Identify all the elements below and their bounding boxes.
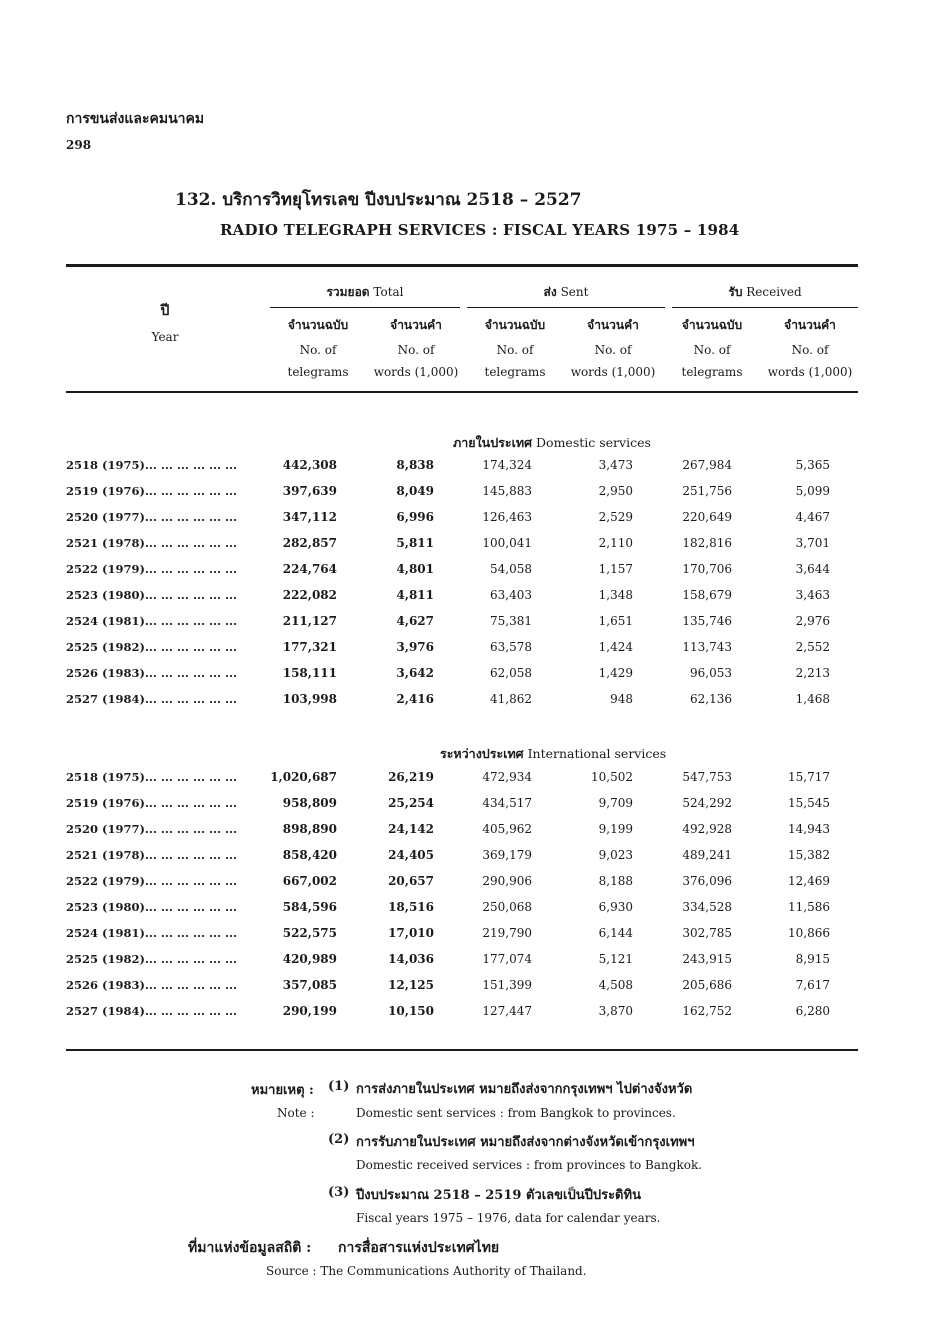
table-cell: 127,447: [482, 1004, 532, 1018]
table-cell: 1,468: [795, 692, 830, 706]
table-cell: 15,545: [788, 796, 830, 810]
table-cell: 135,746: [682, 614, 732, 628]
row-year-label: 2525 (1982)... ... ... ... ... ...: [66, 640, 237, 654]
table-cell: 3,870: [598, 1004, 633, 1018]
table-cell: 2,416: [396, 692, 434, 706]
group-received-english: Received: [746, 285, 802, 299]
table-cell: 898,890: [282, 822, 337, 836]
note-2-thai: การรับภายในประเทศ หมายถึงส่งจากต่างจังหวัดเข้ากรุงเทพฯ: [356, 1135, 695, 1150]
group-sent-thai: ส่ง: [543, 285, 557, 299]
row-year-label: 2518 (1975)... ... ... ... ... ...: [66, 770, 237, 784]
table-cell: 1,020,687: [270, 770, 337, 784]
table-cell: 250,068: [482, 900, 532, 914]
table-cell: 6,996: [396, 510, 434, 524]
note-1-english: Domestic sent services : from Bangkok to provinces.: [356, 1106, 676, 1120]
table-cell: 62,058: [490, 666, 532, 680]
subheader-english-1: No. of: [496, 343, 534, 357]
table-cell: 96,053: [690, 666, 732, 680]
row-year-label: 2523 (1980)... ... ... ... ... ...: [66, 588, 237, 602]
table-cell: 1,424: [598, 640, 633, 654]
table-cell: 6,144: [598, 926, 633, 940]
table-cell: 334,528: [682, 900, 732, 914]
table-cell: 9,709: [598, 796, 633, 810]
section-title-domestic: [453, 433, 651, 453]
section-title-thai: ภายในประเทศ: [453, 435, 533, 450]
year-header-thai: ปี: [160, 303, 170, 319]
table-cell: 667,002: [282, 874, 337, 888]
subheader-thai: จำนวนคำ: [390, 318, 442, 332]
group-rule-total: [270, 307, 460, 308]
table-cell: 6,930: [598, 900, 633, 914]
row-year-label: 2522 (1979)... ... ... ... ... ...: [66, 562, 237, 576]
table-cell: 397,639: [282, 484, 337, 498]
subheader-english-2: telegrams: [484, 365, 546, 379]
table-cell: 174,324: [482, 458, 532, 472]
table-cell: 3,976: [396, 640, 434, 654]
table-cell: 24,142: [388, 822, 434, 836]
table-cell: 18,516: [388, 900, 434, 914]
group-header-sent: [467, 283, 665, 302]
table-cell: 100,041: [482, 536, 532, 550]
table-cell: 2,950: [598, 484, 633, 498]
table-title-thai: 132. บริการวิทยุโทรเลข ปีงบประมาณ 2518 – 2527: [175, 190, 582, 210]
table-cell: 224,764: [282, 562, 337, 576]
table-cell: 584,596: [282, 900, 337, 914]
note-2-english: Domestic received services : from provinces to Bangkok.: [356, 1158, 703, 1172]
group-sent-english: Sent: [560, 285, 589, 299]
table-cell: 11,586: [788, 900, 830, 914]
year-header-english: Year: [151, 330, 179, 344]
table-cell: 5,121: [598, 952, 633, 966]
table-cell: 219,790: [482, 926, 532, 940]
table-cell: 251,756: [682, 484, 732, 498]
table-cell: 14,943: [788, 822, 830, 836]
table-cell: 376,096: [682, 874, 732, 888]
table-cell: 7,617: [795, 978, 830, 992]
subheader-english-1: No. of: [791, 343, 829, 357]
table-cell: 1,651: [598, 614, 633, 628]
table-cell: 3,463: [795, 588, 830, 602]
table-cell: 145,883: [482, 484, 532, 498]
table-cell: 151,399: [482, 978, 532, 992]
row-year-label: 2526 (1983)... ... ... ... ... ...: [66, 666, 237, 680]
table-cell: 8,915: [795, 952, 830, 966]
table-cell: 63,578: [490, 640, 532, 654]
table-cell: 524,292: [682, 796, 732, 810]
table-cell: 290,906: [482, 874, 532, 888]
table-bottom-rule: [66, 1049, 858, 1051]
table-cell: 282,857: [282, 536, 337, 550]
subheader-english-1: No. of: [594, 343, 632, 357]
table-cell: 205,686: [682, 978, 732, 992]
subheader-english-2: words (1,000): [570, 365, 656, 379]
table-cell: 63,403: [490, 588, 532, 602]
table-cell: 858,420: [282, 848, 337, 862]
group-rule-received: [672, 307, 858, 308]
source-english: Source : The Communications Authority of Thailand.: [266, 1264, 587, 1278]
subheader-received-words: [760, 316, 860, 379]
table-cell: 434,517: [482, 796, 532, 810]
row-year-label: 2519 (1976)... ... ... ... ... ...: [66, 796, 237, 810]
table-cell: 267,984: [682, 458, 732, 472]
header-bottom-rule: [66, 391, 858, 393]
table-cell: 211,127: [282, 614, 337, 628]
table-cell: 54,058: [490, 562, 532, 576]
table-cell: 5,365: [795, 458, 830, 472]
table-cell: 9,023: [598, 848, 633, 862]
table-cell: 20,657: [388, 874, 434, 888]
row-year-label: 2521 (1978)... ... ... ... ... ...: [66, 536, 237, 550]
table-cell: 220,649: [682, 510, 732, 524]
table-cell: 4,467: [795, 510, 830, 524]
row-year-label: 2521 (1978)... ... ... ... ... ...: [66, 848, 237, 862]
source-label-thai: ที่มาแห่งข้อมูลสถิติ :: [188, 1240, 312, 1256]
note-2-number: (2): [328, 1132, 350, 1147]
table-cell: 103,998: [282, 692, 337, 706]
table-cell: 357,085: [282, 978, 337, 992]
table-cell: 8,838: [396, 458, 434, 472]
table-cell: 126,463: [482, 510, 532, 524]
table-cell: 2,552: [795, 640, 830, 654]
table-cell: 9,199: [598, 822, 633, 836]
table-cell: 177,321: [282, 640, 337, 654]
section-title-international: [440, 744, 666, 764]
table-cell: 17,010: [388, 926, 434, 940]
group-received-thai: รับ: [728, 285, 743, 299]
subheader-english-1: No. of: [693, 343, 731, 357]
subheader-english-2: telegrams: [287, 365, 349, 379]
table-cell: 222,082: [282, 588, 337, 602]
table-cell: 26,219: [388, 770, 434, 784]
note-label-thai: หมายเหตุ :: [251, 1083, 314, 1098]
subheader-thai: จำนวนฉบับ: [287, 318, 349, 332]
table-cell: 15,717: [788, 770, 830, 784]
subheader-english-1: No. of: [397, 343, 435, 357]
row-year-label: 2524 (1981)... ... ... ... ... ...: [66, 926, 237, 940]
table-cell: 162,752: [682, 1004, 732, 1018]
subheader-total-telegrams: [268, 316, 368, 379]
table-cell: 10,150: [388, 1004, 434, 1018]
subheader-thai: จำนวนคำ: [587, 318, 639, 332]
table-cell: 158,679: [682, 588, 732, 602]
note-1-thai: การส่งภายในประเทศ หมายถึงส่งจากกรุงเทพฯ ไปต่างจังหวัด: [356, 1082, 693, 1097]
table-top-rule: [66, 264, 858, 267]
row-year-label: 2524 (1981)... ... ... ... ... ...: [66, 614, 237, 628]
note-label-english: Note :: [277, 1106, 315, 1120]
table-cell: 170,706: [682, 562, 732, 576]
table-cell: 442,308: [282, 458, 337, 472]
table-cell: 75,381: [490, 614, 532, 628]
running-title: การขนส่งและคมนาคม: [66, 111, 205, 127]
table-cell: 10,502: [591, 770, 633, 784]
table-cell: 405,962: [482, 822, 532, 836]
table-cell: 25,254: [388, 796, 434, 810]
table-cell: 8,188: [598, 874, 633, 888]
subheader-thai: จำนวนฉบับ: [681, 318, 743, 332]
section-title-english: International services: [527, 746, 667, 761]
group-rule-sent: [467, 307, 665, 308]
table-cell: 158,111: [282, 666, 337, 680]
table-cell: 4,627: [396, 614, 434, 628]
table-cell: 6,280: [795, 1004, 830, 1018]
row-year-label: 2519 (1976)... ... ... ... ... ...: [66, 484, 237, 498]
subheader-thai: จำนวนฉบับ: [484, 318, 546, 332]
group-total-thai: รวมยอด: [326, 285, 370, 299]
table-cell: 3,701: [795, 536, 830, 550]
note-3-thai: ปีงบประมาณ 2518 – 2519 ตัวเลขเป็นปีประดิทิน: [356, 1188, 641, 1203]
section-title-english: Domestic services: [536, 435, 651, 450]
subheader-english-2: words (1,000): [767, 365, 853, 379]
table-cell: 2,213: [795, 666, 830, 680]
table-cell: 24,405: [388, 848, 434, 862]
subheader-english-2: telegrams: [681, 365, 743, 379]
table-cell: 14,036: [388, 952, 434, 966]
table-cell: 2,110: [598, 536, 633, 550]
table-cell: 3,642: [396, 666, 434, 680]
table-cell: 10,866: [788, 926, 830, 940]
table-cell: 1,348: [598, 588, 633, 602]
subheader-total-words: [366, 316, 466, 379]
table-cell: 182,816: [682, 536, 732, 550]
subheader-english-1: No. of: [299, 343, 337, 357]
row-year-label: 2523 (1980)... ... ... ... ... ...: [66, 900, 237, 914]
table-cell: 4,508: [598, 978, 633, 992]
table-cell: 1,429: [598, 666, 633, 680]
table-cell: 5,099: [795, 484, 830, 498]
table-cell: 3,473: [598, 458, 633, 472]
table-cell: 4,801: [396, 562, 434, 576]
table-cell: 1,157: [598, 562, 633, 576]
subheader-thai: จำนวนคำ: [784, 318, 836, 332]
page-number: 298: [66, 138, 92, 152]
group-header-total: [270, 283, 460, 302]
table-cell: 948: [610, 692, 633, 706]
table-cell: 302,785: [682, 926, 732, 940]
table-cell: 420,989: [282, 952, 337, 966]
table-cell: 41,862: [490, 692, 532, 706]
table-cell: 522,575: [282, 926, 337, 940]
table-cell: 5,811: [396, 536, 434, 550]
table-cell: 12,469: [788, 874, 830, 888]
group-header-received: [672, 283, 858, 302]
table-cell: 492,928: [682, 822, 732, 836]
section-title-thai: ระหว่างประเทศ: [440, 746, 524, 761]
row-year-label: 2520 (1977)... ... ... ... ... ...: [66, 510, 237, 524]
subheader-english-2: words (1,000): [373, 365, 459, 379]
row-year-label: 2526 (1983)... ... ... ... ... ...: [66, 978, 237, 992]
table-cell: 12,125: [388, 978, 434, 992]
row-year-label: 2525 (1982)... ... ... ... ... ...: [66, 952, 237, 966]
note-3-number: (3): [328, 1185, 350, 1200]
table-cell: 62,136: [690, 692, 732, 706]
row-year-label: 2522 (1979)... ... ... ... ... ...: [66, 874, 237, 888]
table-cell: 8,049: [396, 484, 434, 498]
table-cell: 290,199: [282, 1004, 337, 1018]
table-cell: 113,743: [682, 640, 732, 654]
subheader-sent-telegrams: [465, 316, 565, 379]
table-cell: 15,382: [788, 848, 830, 862]
table-cell: 489,241: [682, 848, 732, 862]
source-thai: การสื่อสารแห่งประเทศไทย: [338, 1240, 500, 1256]
table-cell: 177,074: [482, 952, 532, 966]
table-cell: 472,934: [482, 770, 532, 784]
table-title-english: RADIO TELEGRAPH SERVICES : FISCAL YEARS 1975 – 1984: [220, 221, 740, 239]
table-cell: 243,915: [682, 952, 732, 966]
table-cell: 2,976: [795, 614, 830, 628]
note-1-number: (1): [328, 1079, 350, 1094]
table-cell: 369,179: [482, 848, 532, 862]
note-3-english: Fiscal years 1975 – 1976, data for calendar years.: [356, 1211, 661, 1225]
table-cell: 347,112: [282, 510, 337, 524]
table-cell: 2,529: [598, 510, 633, 524]
row-year-label: 2527 (1984)... ... ... ... ... ...: [66, 692, 237, 706]
row-year-label: 2518 (1975)... ... ... ... ... ...: [66, 458, 237, 472]
group-total-english: Total: [373, 285, 404, 299]
row-year-label: 2520 (1977)... ... ... ... ... ...: [66, 822, 237, 836]
table-cell: 4,811: [396, 588, 434, 602]
table-cell: 958,809: [282, 796, 337, 810]
table-cell: 547,753: [682, 770, 732, 784]
table-cell: 3,644: [795, 562, 830, 576]
subheader-sent-words: [563, 316, 663, 379]
row-year-label: 2527 (1984)... ... ... ... ... ...: [66, 1004, 237, 1018]
subheader-received-telegrams: [662, 316, 762, 379]
